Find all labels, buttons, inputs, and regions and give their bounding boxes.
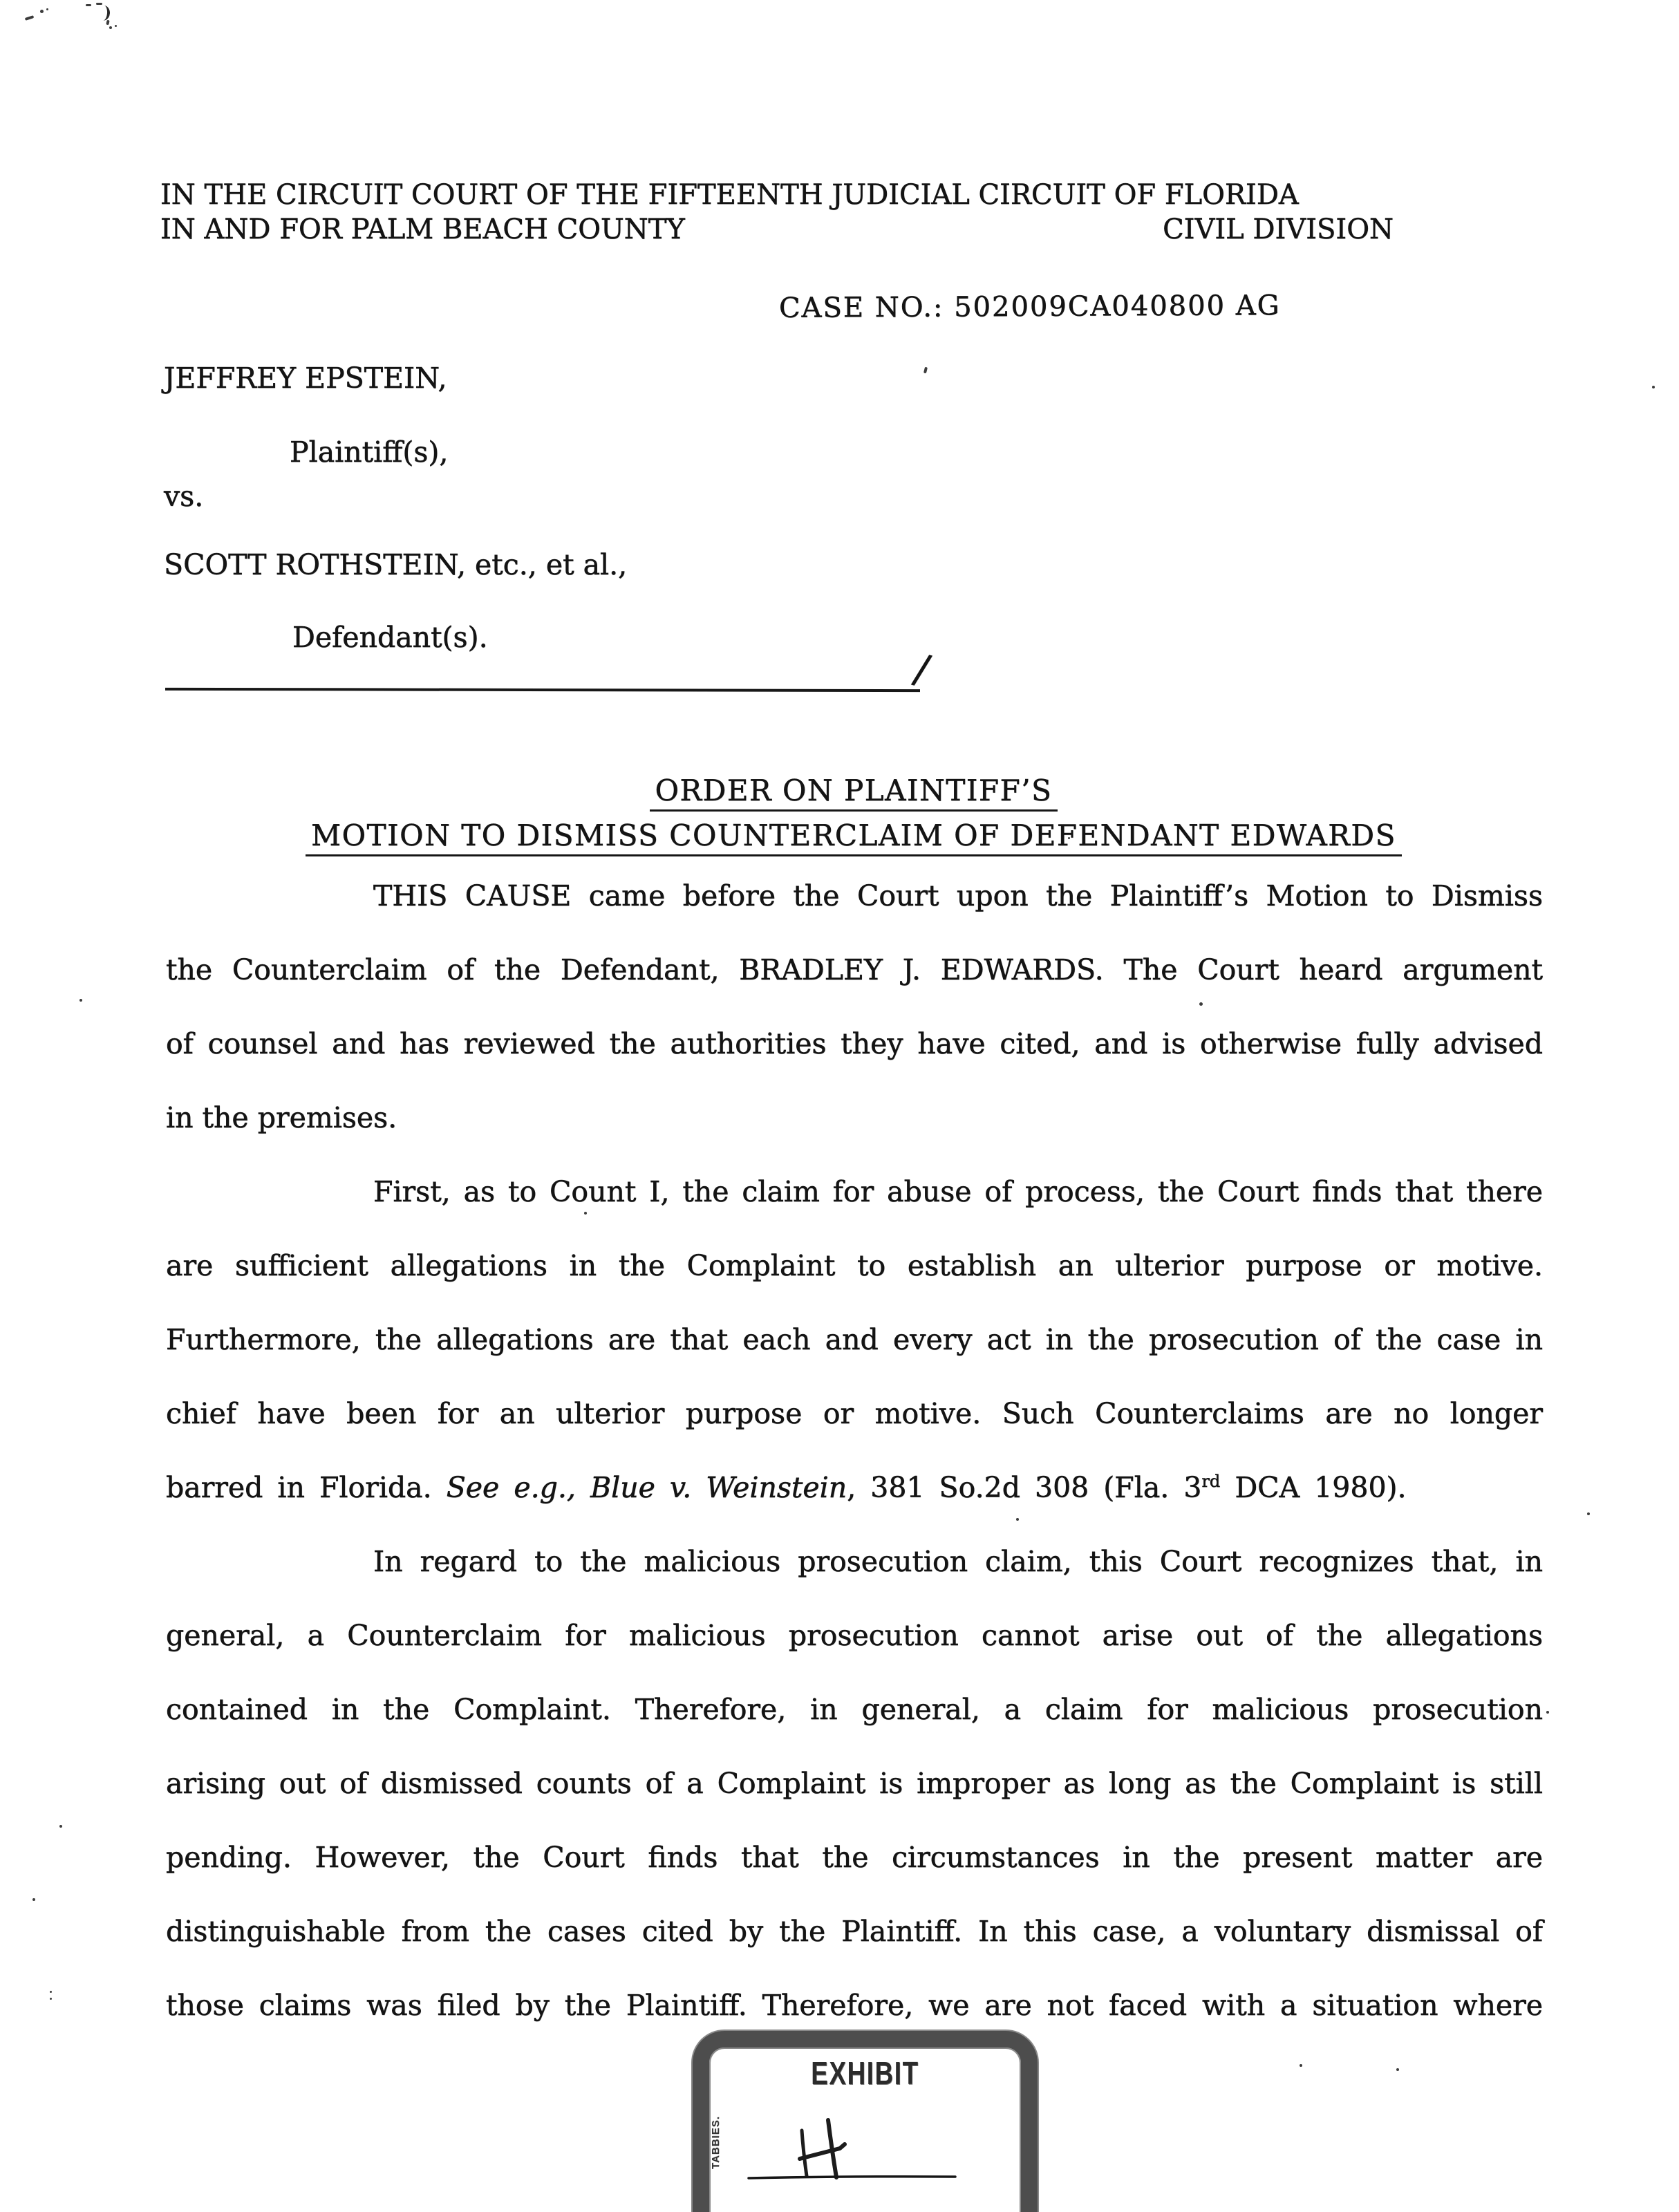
scan-artifact [96, 3, 102, 5]
body-line: chief have been for an ulterior purpose or motive. Such Counterclaims are no longer [166, 1397, 1543, 1430]
court-name-line: IN THE CIRCUIT COURT OF THE FIFTEENTH JUDICIAL CIRCUIT OF FLORIDA [160, 179, 1299, 211]
body-line: First, as to Count I, the claim for abuse of process, the Court finds that there [373, 1175, 1543, 1208]
body-line: distinguishable from the cases cited by the Plaintiff. In this case, a voluntary dismissal of [166, 1915, 1543, 1948]
order-title-text1: ORDER ON PLAINTIFF’S [650, 774, 1058, 812]
scan-artifact [1396, 2068, 1399, 2071]
plaintiff-name: JEFFREY EPSTEIN, [164, 362, 447, 395]
scan-artifact [1300, 2064, 1302, 2067]
order-title-line1 [166, 774, 1541, 812]
body-line: are sufficient allegations in the Complaint to establish an ulterior purpose or motive. [166, 1249, 1543, 1282]
scan-artifact [923, 367, 928, 374]
court-header-row2 [160, 214, 1394, 245]
plaintiff-role: Plaintiff(s), [290, 435, 449, 469]
scan-artifact [1587, 1512, 1590, 1515]
scan-artifact [100, 6, 111, 21]
order-title-text2: MOTION TO DISMISS COUNTERCLAIM OF DEFENDANT EDWARDS [306, 818, 1402, 856]
scan-artifact [1652, 386, 1655, 388]
caption-separator-line [165, 688, 920, 692]
scan-artifact [25, 15, 35, 21]
scan-artifact [109, 26, 112, 29]
body-line: the Counterclaim of the Defendant, BRADLEY J. EDWARDS. The Court heard argument [166, 953, 1543, 986]
order-title-line2 [166, 818, 1541, 856]
scan-artifact [106, 20, 109, 26]
defendant-name: SCOTT ROTHSTEIN, etc., et al., [164, 548, 628, 581]
body-line: in the premises. [166, 1101, 397, 1134]
scan-artifact [59, 1825, 62, 1828]
caption-separator-slash: / [910, 644, 935, 694]
citation-suffix: DCA 1980). [1220, 1471, 1407, 1504]
versus-label: vs. [164, 480, 204, 513]
scan-artifact [32, 1898, 35, 1901]
exhibit-stamp [693, 2031, 1038, 2212]
order-body [166, 859, 1543, 2043]
exhibit-stamp-label: EXHIBIT [811, 2055, 919, 2091]
citation-reporter: , 381 So.2d 308 (Fla. 3 [847, 1471, 1202, 1504]
scan-artifact [115, 25, 117, 27]
citation-ordinal-superscript: rd [1201, 1472, 1221, 1491]
scan-artifact [40, 10, 44, 13]
handwritten-exhibit-letter [709, 2047, 988, 2212]
body-line: of counsel and has reviewed the authorities they have cited, and is otherwise fully advised [166, 1027, 1543, 1060]
defendant-role: Defendant(s). [292, 621, 488, 654]
body-line: THIS CAUSE came before the Court upon the Plaintiff’s Motion to Dismiss [373, 879, 1543, 912]
division-label: CIVIL DIVISION [1163, 214, 1394, 245]
body-line: Furthermore, the allegations are that each and every act in the prosecution of the case in [166, 1323, 1543, 1356]
scan-artifact [50, 1998, 52, 2000]
citation-prefix: barred in Florida. [166, 1471, 447, 1504]
body-line: contained in the Complaint. Therefore, in general, a claim for malicious prosecution [166, 1693, 1543, 1726]
citation-case-name: See e.g., Blue v. Weinstein [446, 1471, 847, 1504]
exhibit-stamp-brand: TABBIES. [710, 2116, 722, 2169]
body-line-citation [166, 1451, 1543, 1525]
body-line: general, a Counterclaim for malicious prosecution cannot arise out of the allegations [166, 1619, 1543, 1652]
body-line: those claims was filed by the Plaintiff. Therefore, we are not faced with a situation where [166, 1989, 1543, 2022]
court-county-line: IN AND FOR PALM BEACH COUNTY [160, 214, 685, 245]
body-line: arising out of dismissed counts of a Complaint is improper as long as the Complaint is still [166, 1767, 1543, 1800]
scan-artifact [79, 999, 82, 1002]
scan-artifact [50, 1991, 52, 1993]
scan-artifact [46, 8, 48, 10]
scan-artifact [1546, 1711, 1549, 1714]
body-line: In regard to the malicious prosecution claim, this Court recognizes that, in [373, 1545, 1543, 1578]
scan-artifact [86, 4, 91, 6]
case-number: CASE NO.: 502009CA040800 AG [778, 290, 1281, 324]
body-line: pending. However, the Court finds that the circumstances in the present matter are [166, 1841, 1543, 1874]
